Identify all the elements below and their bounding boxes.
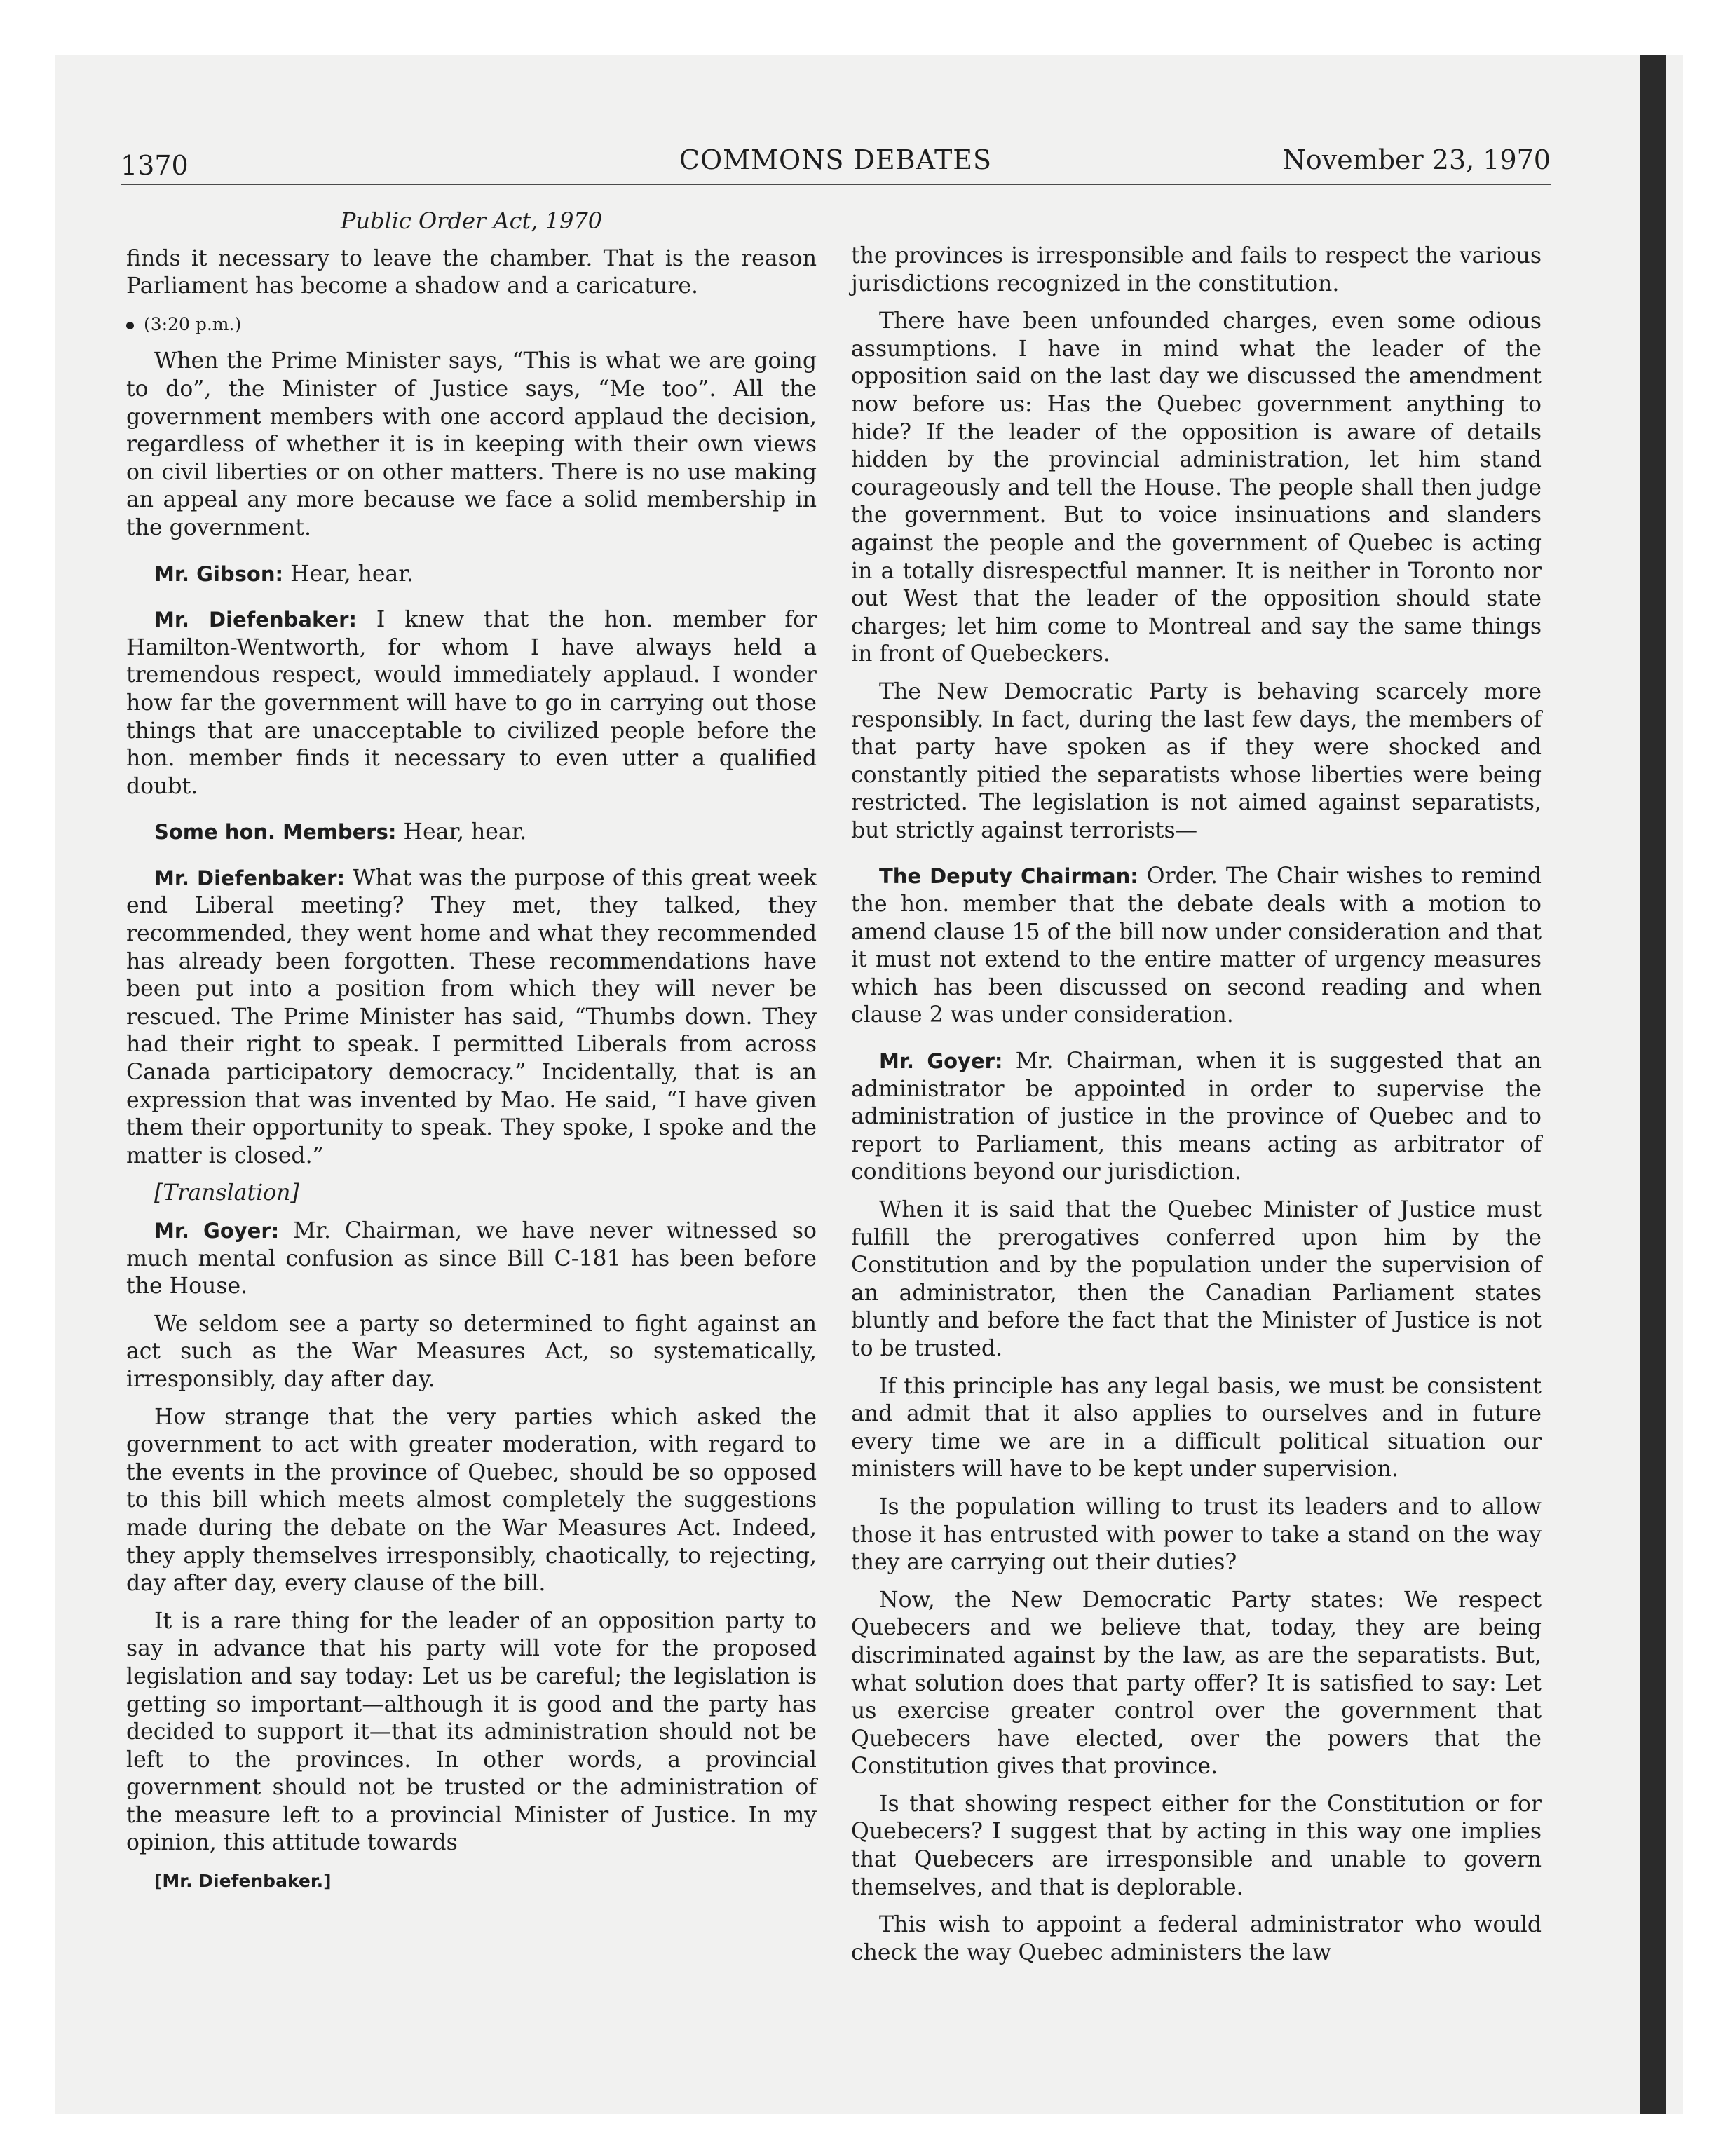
speech	[126, 819, 817, 847]
header-rule	[121, 184, 1551, 185]
speech-text: Mr. Chairman, when it is suggested that an administrator be appointed in order to supervise the administration of justice in the province of Quebec and to report to Parliament, this means acting as arbitrator of conditions beyond our jurisdiction.	[851, 1049, 1542, 1185]
page-header	[121, 144, 1551, 184]
speech	[851, 1048, 1542, 1187]
header-date: November 23, 1970	[1282, 144, 1551, 175]
speaker-name: Mr. Gibson:	[154, 561, 284, 586]
speech-text: Order. The Chair wishes to remind the hon. member that the debate deals with a motion to amend clause 15 of the bill now under consideration and that it must not extend to the entire matter of urgency measures which has been discussed on second reading and when clause 2 was under consideration.	[851, 864, 1542, 1028]
bullet-icon	[126, 322, 134, 329]
paragraph: Is that showing respect either for the Constitution or for Quebecers? I suggest that by acting in this way one implies that Quebecers are irresponsible and unable to govern themselves, and that is deplorable.	[851, 1791, 1542, 1900]
left-column	[126, 207, 817, 1905]
paragraph: We seldom see a party so determined to fight against an act such as the War Measures Act, so systematically, irresponsibly, day after day.	[126, 1311, 817, 1392]
speaker-name: The Deputy Chairman:	[879, 864, 1138, 889]
paragraph: The New Democratic Party is behaving scarcely more responsibly. In fact, during the last few days, the members of that party have spoken as if they were shocked and constantly pitied the separatists whose liberties were being restricted. The legislation is not aimed against separatists, but strictly against terrorists—	[851, 678, 1542, 843]
paragraph: This wish to appoint a federal administrator who would check the way Quebec administers the law	[851, 1912, 1542, 1965]
paragraph: the provinces is irresponsible and fails to respect the various jurisdictions recognized in the constitution.	[851, 243, 1542, 296]
speaker-name: Mr. Diefenbaker:	[154, 608, 358, 632]
paragraph: If this principle has any legal basis, we must be consistent and admit that it also applies to ourselves and in future every time we are in a difficult political situation our ministers will have to be kept under supervision.	[851, 1373, 1542, 1482]
section-title: Public Order Act, 1970	[340, 207, 603, 234]
speech-text: What was the purpose of this great week end Liberal meeting? They met, they talked, they recommended, they went home and what they recommended has already been forgotten. These recommendations have been put into a position from which they will never be rescued. The Prime Minister has said, “Thumbs down. They had their right to speak. I permitted Liberals from across Canada participatory democracy.” Incidentally, that is an expression that was invented by Mao. He said, “I have given them their opportunity to speak. They spoke, I spoke and the matter is closed.”	[126, 865, 817, 1168]
timestamp-text: (3:20 p.m.)	[144, 313, 242, 334]
paragraph: It is a rare thing for the leader of an opposition party to say in advance that his party will vote for the proposed legislation and say today: Let us be careful; the legislation is getting so important—although it is good and the party has decided to support it—that its administration should not be left to the provinces. In other words, a provincial government should not be trusted or the administration of the measure left to a provincial Minister of Justice. In my opinion, this attitude towards	[126, 1608, 817, 1856]
speaker-footer-note: [Mr. Diefenbaker.]	[154, 1871, 332, 1892]
paragraph: Now, the New Democratic Party states: We respect Quebecers and we believe that, today, they are being discriminated against by the law, as are the separatists. But, what solution does that party offer? It is satisfied to say: Let us exercise greater control over the government that Quebecers have elected, over the powers that the Constitution gives that province.	[851, 1587, 1542, 1780]
paragraph: How strange that the very parties which asked the government to act with greater moderation, with regard to the events in the province of Quebec, should be so opposed to this bill which meets almost completely the suggestions made during the debate on the War Measures Act. Indeed, they apply themselves irresponsibly, chaotically, to rejecting, day after day, every clause of the bill.	[126, 1404, 817, 1597]
publication-title: COMMONS DEBATES	[679, 144, 993, 175]
speech-text: Mr. Chairman, we have never witnessed so much mental confusion as since Bill C-181 has been before the House.	[126, 1218, 817, 1299]
paragraph: Is the population willing to trust its leaders and to allow those it has entrusted with power to take a stand on the way they are carrying out their duties?	[851, 1494, 1542, 1576]
right-column	[851, 243, 1542, 1977]
scan-edge-shadow	[1640, 55, 1666, 2114]
paragraph: When the Prime Minister says, “This is what we are going to do”, the Minister of Justice says, “Me too”. All the government members with one accord applaud the decision, regardless of whether it is in keeping with their own views on civil liberties or on other matters. There is no use making an appeal any more because we face a solid membership in the government.	[126, 348, 817, 540]
speech-text: Hear, hear.	[290, 561, 414, 587]
page-number: 1370	[121, 150, 189, 181]
paragraph: There have been unfounded charges, even some odious assumptions. I have in mind what the leader of the opposition said on the last day we discussed the amendment now before us: Has the Quebec government anything to hide? If the leader of the opposition is aware of details hidden by the provincial administration, let him stand courageously and tell the House. The people shall then judge the government. But to voice insinuations and slanders against the people and the government of Quebec is acting in a totally disrespectful manner. It is neither in Toronto nor out West that the leader of the opposition should state charges; let him come to Montreal and say the same things in front of Quebeckers.	[851, 308, 1542, 667]
speech	[126, 561, 817, 589]
speech	[851, 863, 1542, 1030]
speech-text: Hear, hear.	[403, 819, 527, 845]
paragraph: When it is said that the Quebec Minister of Justice must fulfill the prerogatives conferred upon him by the Constitution and by the population under the supervision of an administrator, then the Canadian Parliament states bluntly and before the fact that the Minister of Justice is not to be trusted.	[851, 1197, 1542, 1361]
speaker-name: Mr. Goyer:	[879, 1049, 1003, 1074]
timestamp	[126, 311, 817, 339]
speech	[126, 1217, 817, 1301]
speech-text: I knew that the hon. member for Hamilton-Wentworth, for whom I have always held a tremendous respect, would immediately applaud. I wonder how far the government will have to go in carrying out those things that are unacceptable to civilized people before the hon. member finds it necessary to even utter a qualified doubt.	[126, 607, 817, 799]
speaker-name: Mr. Goyer:	[154, 1219, 280, 1243]
speech	[126, 606, 817, 800]
speaker-name: Some hon. Members:	[154, 820, 397, 845]
speaker-name: Mr. Diefenbaker:	[154, 866, 346, 890]
speech	[126, 865, 817, 1171]
paragraph: finds it necessary to leave the chamber. That is the reason Parliament has become a shadow and a caricature.	[126, 245, 817, 299]
translation-marker: [Translation]	[154, 1180, 299, 1206]
